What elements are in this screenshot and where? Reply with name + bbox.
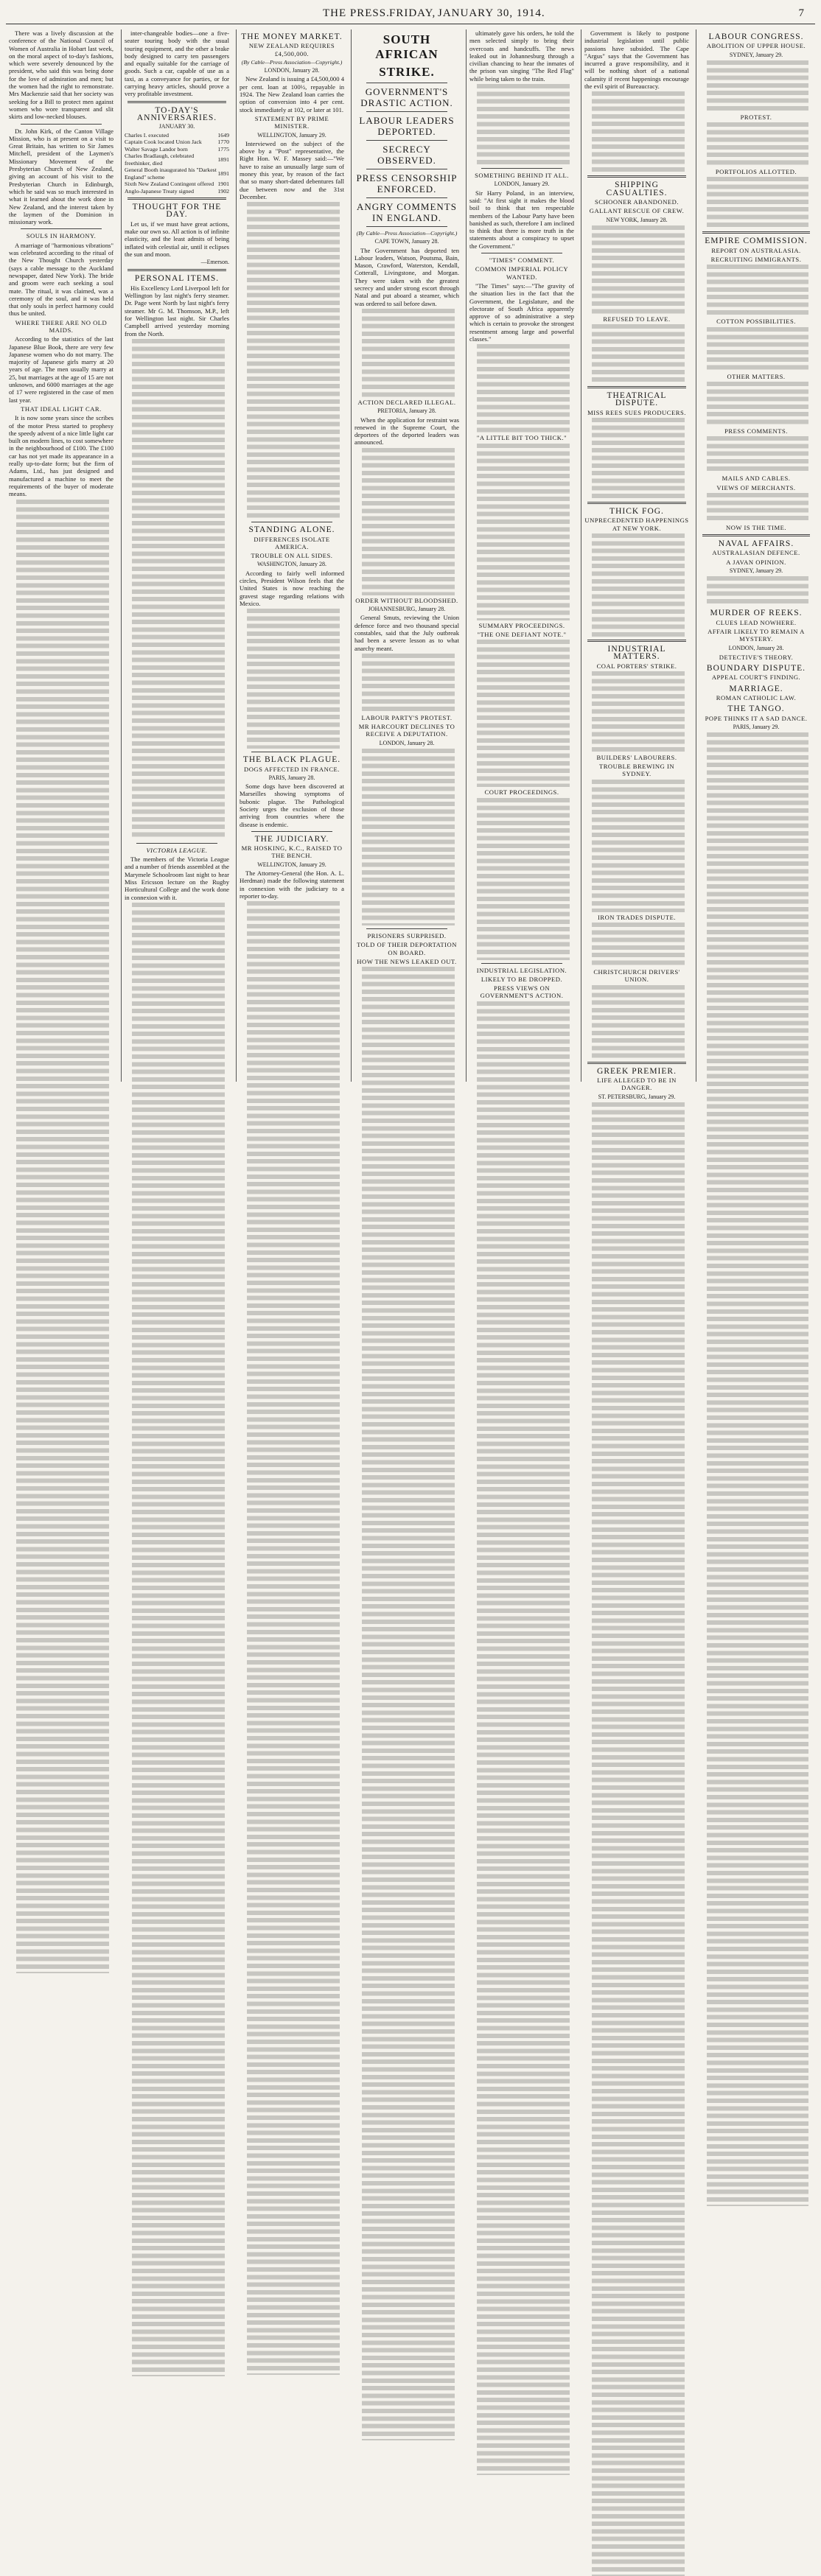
anniversary-event: Anglo-Japanese Treaty signed [125, 187, 194, 195]
article-subheading: PRISONERS SURPRISED. [367, 932, 447, 940]
dateline: WELLINGTON, January 29. [257, 861, 326, 868]
article-subheading: TROUBLE BREWING IN SYDNEY. [598, 763, 675, 778]
text-body-filler [592, 418, 685, 499]
section-heading: NAVAL AFFAIRS. [718, 539, 794, 549]
article-text: Interviewed on the subject of the above by a "Post" representative, the Right Hon. W. F. Massey said:—"We have to raise an unusually large sum of money this year, by reason of the fact that so many short-dated debentures fall due between now and the 31st December. [240, 139, 344, 200]
article-text: When the application for restraint was renewed in the Supreme Court, the deportees of the deported leaders was announced. [354, 416, 459, 447]
article-heading: WHERE THERE ARE NO OLD MAIDS. [15, 318, 108, 334]
article-subheading: PRESS VIEWS ON GOVERNMENT'S ACTION. [480, 984, 564, 1000]
divider [481, 168, 562, 169]
text-body-filler [16, 500, 109, 1973]
dateline: JOHANNESBURG, January 28. [368, 606, 446, 613]
dateline: LONDON, January 28. [379, 739, 435, 746]
article-heading: VICTORIA LEAGUE. [146, 846, 208, 854]
article-text: Sir Harry Poland, in an interview, said: "At first sight it makes the blood boil to think that ten respectable members of the Labour Party have been banished as such, therefore I am inclined to think that there is more truth in the statements about a conspiracy to upset the Government." [469, 189, 574, 250]
divider [21, 228, 102, 229]
text-body-filler [477, 444, 570, 620]
article-subheading: UNPRECEDENTED HAPPENINGS AT NEW YORK. [584, 517, 689, 532]
section-heading: LABOUR CONGRESS. [708, 32, 804, 41]
article-subheading: ABOLITION OF UPPER HOUSE. [706, 42, 806, 50]
article-subheading: POPE THINKS IT A SAD DANCE. [705, 714, 808, 722]
article-subheading: PROTEST. [740, 113, 772, 121]
text-body-filler [592, 324, 685, 383]
article-heading: SOULS IN HARMONY. [26, 232, 97, 240]
text-body-filler [707, 732, 808, 2206]
masthead [6, 4, 815, 24]
anniversary-year: 1891 [217, 155, 229, 163]
text-body-filler [247, 609, 340, 749]
section-heading: INDUSTRIAL MATTERS. [607, 644, 666, 662]
article-text: According to fairly well informed circles, President Wilson feels that the United States is now reaching the gravest stage regarding relations with Mexico. [240, 569, 344, 607]
divider [702, 231, 810, 234]
deck-heading: LABOUR LEADERS DEPORTED. [359, 115, 455, 137]
column-2 [121, 29, 232, 1082]
article-subheading: REPORT ON AUSTRALASIA. [711, 246, 801, 254]
article-text: His Excellency Lord Liverpool left for Wellington by last night's ferry steamer. Dr. Page went North by last night's ferry steamer. Mr G. M. Thomson, M.P., left for Wellington last night. Sir Charles Campbell arrived yesterday morning from the North. [125, 284, 229, 337]
cable-credit: (By Cable—Press Association—Copyright.) [356, 230, 458, 237]
article-subheading: MAILS AND CABLES. [722, 475, 791, 483]
anniversary-year: 1770 [217, 139, 229, 146]
article-subheading: TROUBLE ON ALL SIDES. [251, 552, 333, 560]
article-subheading: "TIMES" COMMENT. [489, 256, 555, 265]
table-row [125, 146, 229, 153]
text-body-filler [362, 967, 455, 2440]
text-body-filler [592, 225, 685, 314]
table-row [125, 153, 229, 167]
text-body-filler [592, 91, 685, 172]
section-heading: EMPIRE COMMISSION. [705, 237, 808, 246]
text-body-filler [592, 671, 685, 752]
article-text: Some dogs have been discovered at Marseilles showing symptoms of bubonic plague. The Pathological Society urges the exclusion of those arriving from countries where the disease is endemic. [240, 783, 344, 828]
article-text: Dr. John Kirk, of the Canton Village Mission, who is at present on a visit to Great Britain, has written to Sir James Mitchell, president of the Laymen's Missionary Movement of the Presbyterian Church of New Zealand, giving an account of his visit to the Presbyterian Church in Edinburgh, which he said was so much interested in what it learned about the work done in New Zealand, and the interest taken by the laymen of the Dominion in missionary work. [9, 127, 113, 226]
text-body-filler [362, 749, 455, 925]
text-body-filler [707, 493, 808, 522]
anniversary-event: Sixth New Zealand Contingent offered [125, 181, 214, 188]
divider [127, 197, 226, 200]
table-row [125, 139, 229, 146]
article-subheading: ORDER WITHOUT BLOODSHED. [355, 596, 458, 604]
article-text: Let us, if we must have great actions, make our own so. All action is of infinite elasticity, and the least admits of being inflated with celestial air, until it eclipses the sun and moon. [125, 220, 229, 258]
newspaper-columns [6, 29, 815, 1100]
column-5 [466, 29, 577, 1082]
article-text: New Zealand is issuing a £4,500,000 4 per cent. loan at 100½, repayable in 1924. The New Zealand loan carries the option of conversion into 4 per cent. stock immediately at 102, or later at 101. [240, 75, 344, 113]
divider [366, 226, 447, 227]
article-subheading: PRESS COMMENTS. [724, 427, 788, 435]
divider [587, 502, 686, 504]
article-text: General Smuts, reviewing the Union defence force and two thousand special constables, said that the July outbreak had been a severe lesson as to what anarchy meant. [354, 614, 459, 652]
article-subheading: DIFFERENCES ISOLATE AMERICA. [254, 535, 330, 550]
divider [366, 140, 447, 141]
article-subheading: RECRUITING IMMIGRANTS. [710, 256, 802, 264]
article-text: ultimately gave his orders, he told the men selected simply to bring their overcoats and handcuffs. The news leaked out in Johannesburg through a civilian chancing to hear the inmates of the prison van singing "The Red Flag" while being taken to the train. [469, 29, 574, 83]
article-text: It is now some years since the scribes of the motor Press started to prophesy the speedy advent of a nice little light car built on modern lines, to cost somewhere in the neighbourhood of £100. The £100 car has not yet made its appearance in a really up-to-date form; but the firm of Adams, Ltd., has just designed and manufactured a machine to meet the requirements of the buyer of moderate means. [9, 414, 113, 498]
issue-day: FRIDAY, [389, 7, 436, 19]
divider [251, 831, 332, 832]
text-body-filler [707, 576, 808, 606]
article-subheading: ROMAN CATHOLIC LAW. [716, 694, 797, 702]
dateline: CAPE TOWN, January 28. [374, 238, 439, 245]
text-body-filler [132, 903, 225, 2376]
article-subheading: "A LITTLE BIT TOO THICK." [476, 434, 567, 442]
section-heading: THE JUDICIARY. [254, 834, 329, 844]
text-body-filler [247, 202, 340, 519]
dateline: LONDON, January 28. [728, 644, 784, 651]
article-subheading: LIFE ALLEGED TO BE IN DANGER. [597, 1076, 677, 1092]
article-subheading: A JAVAN OPINION. [726, 558, 786, 566]
article-text: According to the statistics of the last Japanese Blue Book, there are very few Japanese women who do not marry. The majority of Japanese girls marry at 20 years of age. The men usually marry at 25, but marriages at the age of 15 are not unknown, and 6000 marriages at the age of 17 were registered in the case of men last year. [9, 335, 113, 404]
divider [587, 386, 686, 388]
article-heading: THAT IDEAL LIGHT CAR. [21, 405, 102, 413]
article-subheading: ACTION DECLARED ILLEGAL. [357, 398, 456, 406]
section-heading: THOUGHT FOR THE DAY. [132, 203, 222, 220]
text-body-filler [477, 84, 570, 165]
page-number: 7 [798, 7, 805, 19]
issue-date: JANUARY 30, 1914. [438, 7, 545, 19]
text-body-filler [707, 60, 808, 112]
article-subheading: AFFAIR LIKELY TO REMAIN A MYSTERY. [708, 627, 805, 643]
deck-heading: PRESS CENSORSHIP ENFORCED. [356, 172, 458, 195]
anniversary-event: Charles I. executed [125, 131, 169, 139]
text-body-filler [477, 798, 570, 960]
divider [136, 843, 217, 844]
article-text: The Government has deported ten Labour leaders, Watson, Poutsma, Bain, Mason, Crawford, Waterston, Kendall, Cotterall, Livingstone, and Morgan. They were taken with the greatest secrecy and under strong escort through Natal and put aboard a steamer, which was ordered to sail before dawn. [354, 246, 459, 307]
section-heading: TO-DAY'S ANNIVERSARIES. [136, 105, 217, 122]
cable-credit: (By Cable—Press Association—Copyright.) [241, 58, 343, 66]
divider [366, 928, 447, 929]
article-subheading: SOMETHING BEHIND IT ALL. [475, 172, 569, 180]
article-subheading: PORTFOLIOS ALLOTTED. [715, 168, 797, 176]
anniversary-event: Captain Cook located Union Jack [125, 139, 202, 146]
article-subheading: REFUSED TO LEAVE. [603, 315, 671, 323]
article-subheading: BUILDERS' LABOURERS. [596, 753, 677, 761]
text-body-filler [592, 1102, 685, 2576]
article-subheading: NEW ZEALAND REQUIRES £4,500,000. [248, 42, 335, 57]
column-1 [6, 29, 116, 1082]
quote-author: —Emerson. [200, 259, 229, 266]
text-body-filler [592, 780, 685, 912]
paper-name: THE PRESS. [323, 7, 390, 19]
divider [366, 197, 447, 198]
article-subheading: INDUSTRIAL LEGISLATION. [476, 966, 567, 974]
article-subheading: COURT PROCEEDINGS. [484, 788, 559, 797]
article-subheading: CHRISTCHURCH DRIVERS' UNION. [593, 968, 680, 984]
article-text: The Attorney-General (the Hon. A. L. Herdman) made the following statement in connexion with the judiciary to a reporter to-day. [240, 869, 344, 900]
text-body-filler [592, 923, 685, 967]
section-heading: THICK FOG. [609, 507, 664, 517]
section-heading: BOUNDARY DISPUTE. [706, 664, 806, 673]
article-subheading: HOW THE NEWS LEAKED OUT. [357, 957, 457, 965]
section-heading: MARRIAGE. [729, 684, 783, 693]
anniversary-year: 1902 [217, 187, 229, 195]
anniversary-event: Walter Savage Landor born [125, 145, 188, 153]
section-heading: THE TANGO. [727, 704, 785, 714]
section-heading: MURDER OF REEKS. [710, 609, 803, 618]
article-subheading: TOLD OF THEIR DEPORTATION ON BOARD. [357, 941, 457, 956]
article-text: Government is likely to postpone industrial legislation until public passions have subsided. The Cape "Argus" says that the Government has incurred a grave responsibility, and it will be nothing short of a national calamity if recent happenings encourage the evil spirit of Bureaucracy. [584, 29, 689, 91]
text-body-filler [707, 265, 808, 316]
text-body-filler [707, 327, 808, 371]
text-body-filler [707, 122, 808, 167]
article-subheading: GALLANT RESCUE OF CREW. [589, 207, 685, 215]
article-subheading: NOW IS THE TIME. [726, 523, 786, 531]
article-subheading: COMMON IMPERIAL POLICY WANTED. [475, 265, 569, 281]
deck-heading: GOVERNMENT'S DRASTIC ACTION. [360, 86, 453, 108]
divider [587, 1062, 686, 1064]
article-subheading: CLUES LEAD NOWHERE. [716, 618, 797, 626]
headline: SOUTH AFRICAN [375, 32, 439, 61]
dateline: SYDNEY, January 29. [729, 567, 783, 575]
dateline: JANUARY 30. [158, 123, 195, 130]
column-4 [351, 29, 462, 1082]
text-body-filler [362, 309, 455, 397]
text-body-filler [707, 177, 808, 228]
article-subheading: DETECTIVE'S THEORY. [719, 653, 794, 661]
section-heading: THE MONEY MARKET. [241, 32, 343, 41]
text-body-filler [247, 901, 340, 2375]
article-subheading: "THE ONE DEFIANT NOTE." [477, 630, 567, 638]
article-subheading: COTTON POSSIBILITIES. [716, 318, 796, 326]
dateline: PRETORIA, January 28. [377, 407, 436, 415]
table-row [125, 181, 229, 188]
anniversary-event: Charles Bradlaugh, celebrated freethinker, died [125, 153, 195, 167]
text-body-filler [477, 1001, 570, 2475]
anniversary-year: 1891 [217, 169, 229, 177]
article-subheading: OTHER MATTERS. [727, 372, 786, 380]
article-subheading: MR HOSKING, K.C., RAISED TO THE BENCH. [241, 844, 343, 860]
section-heading: STANDING ALONE. [248, 525, 335, 535]
article-text: inter-changeable bodies—one a five-seater touring body with the usual touring equipment, and the other a brake body designed to carry ten passengers and equally suitable for the carriage of goods. Such a car, capable of use as a taxi, as a conveyance for parties, or for carrying heavy articles, should prove a very profitable investment. [125, 29, 229, 98]
article-subheading: AUSTRALASIAN DEFENCE. [712, 549, 800, 557]
text-body-filler [362, 654, 455, 713]
divider [127, 269, 226, 271]
text-body-filler [132, 339, 225, 840]
text-body-filler [477, 344, 570, 433]
article-subheading: LIKELY TO BE DROPPED. [481, 975, 563, 983]
article-subheading: STATEMENT BY PRIME MINISTER. [254, 114, 329, 130]
text-body-filler [707, 436, 808, 473]
dateline: WASHINGTON, January 28. [256, 561, 327, 568]
section-heading: SHIPPING CASUALTIES. [606, 181, 668, 197]
divider [127, 101, 226, 103]
column-7 [696, 29, 816, 1082]
article-subheading: DOGS AFFECTED IN FRANCE. [244, 765, 340, 773]
text-body-filler [477, 640, 570, 787]
article-subheading: SCHOONER ABANDONED. [594, 197, 679, 206]
text-body-filler [707, 382, 808, 426]
table-row [125, 188, 229, 195]
text-body-filler [592, 533, 685, 637]
column-3 [236, 29, 347, 1082]
divider [587, 640, 686, 642]
dateline: WELLINGTON, January 29. [257, 131, 326, 139]
dateline: NEW YORK, January 28. [606, 216, 668, 223]
deck-heading: ANGRY COMMENTS IN ENGLAND. [357, 201, 457, 223]
dateline: LONDON, January 28. [264, 67, 320, 74]
article-text: There was a lively discussion at the conference of the National Council of Women of Australia in Hobart last week, on the moral aspect of to-day's fashions, which were severely denounced by the president, who said this was being done for the love of admiration and men; but the women had the right to remonstrate. Mrs Mackenzie said that her society was seeking for a Bill to protect men against women who wore transparent and slit skirts and low-necked blouses. [9, 29, 113, 121]
dateline: LONDON, January 29. [494, 181, 550, 188]
article-text: The members of the Victoria League and a number of friends assembled at the Marymele Schoolroom last night to hear Miss Ericsson lecture on the Rugby Horticultural College and the work done in connexion with it. [125, 855, 229, 901]
section-heading: PERSONAL ITEMS. [134, 274, 220, 284]
section-heading: THEATRICAL DISPUTE. [607, 391, 667, 408]
table-row [125, 132, 229, 139]
anniversary-year: 1901 [217, 181, 229, 188]
section-heading: GREEK PREMIER. [597, 1066, 677, 1076]
anniversary-table [125, 132, 229, 195]
table-row [125, 167, 229, 181]
dateline: SYDNEY, January 29. [729, 51, 783, 58]
dateline: PARIS, January 29. [733, 723, 780, 730]
deck-heading: SECRECY OBSERVED. [377, 144, 436, 166]
divider [366, 111, 447, 112]
dateline: PARIS, January 28. [268, 774, 315, 781]
divider [702, 534, 810, 536]
column-6 [581, 29, 692, 1100]
article-text: "The Times" says:—"The gravity of the situation lies in the fact that the Government, the Legislature, and the electorate of South Africa apparently approve of so administrative a step which is certain to provoke the strongest resentment among large and powerful classes." [469, 281, 574, 343]
headline: STRIKE. [379, 65, 435, 79]
anniversary-event: General Booth inaugurated his "Darkest England" scheme [125, 167, 217, 181]
article-text: A marriage of "harmonious vibrations" was celebrated according to the ritual of the New Thought Church yesterday (says a cable message to the Auckland newspaper, dated New York). The bride and groom were each seeking a soul mate. The ritual, it was claimed, was a ceremony of the soul, and it was held that only souls in perfect harmony could thus be united. [9, 241, 113, 318]
article-subheading: MR HARCOURT DECLINES TO RECEIVE A DEPUTATION. [358, 723, 455, 738]
divider [21, 124, 102, 125]
dateline: ST. PETERSBURG, January 29. [598, 1093, 676, 1100]
article-subheading: COAL PORTERS' STRIKE. [596, 662, 677, 670]
article-subheading: LABOUR PARTY'S PROTEST. [361, 713, 453, 721]
divider [587, 175, 686, 178]
article-subheading: APPEAL COURT'S FINDING. [711, 673, 801, 682]
text-body-filler [362, 448, 455, 595]
anniversary-year: 1649 [217, 131, 229, 139]
anniversary-year: 1775 [217, 145, 229, 153]
divider [481, 963, 562, 964]
article-subheading: VIEWS OF MERCHANTS. [716, 483, 796, 491]
article-subheading: IRON TRADES DISPUTE. [597, 913, 677, 921]
article-subheading: MISS REES SUES PRODUCERS. [587, 408, 686, 416]
section-heading: THE BLACK PLAGUE. [242, 755, 341, 765]
article-subheading: SUMMARY PROCEEDINGS. [478, 621, 565, 629]
text-body-filler [592, 985, 685, 1059]
